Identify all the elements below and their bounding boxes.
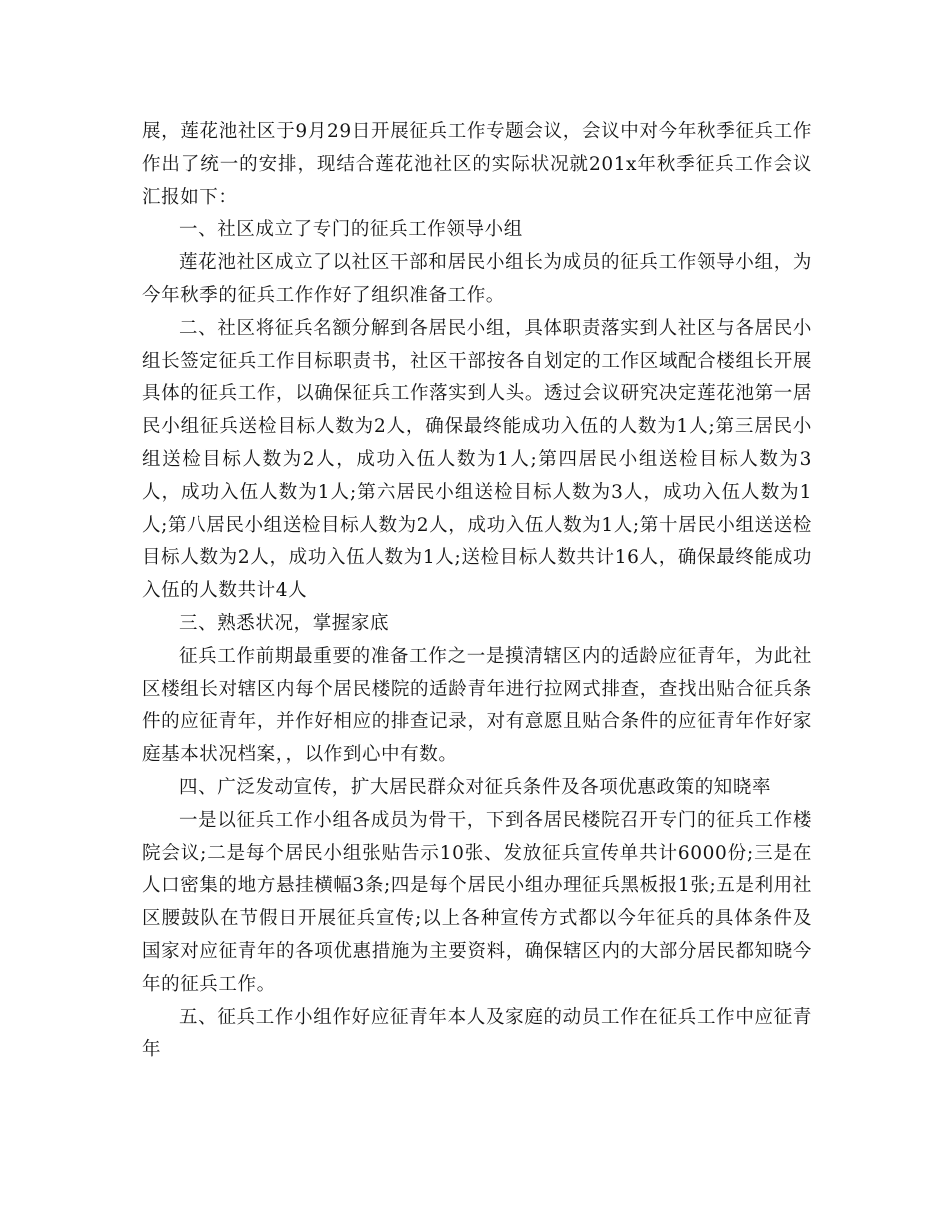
document-page bbox=[142, 116, 812, 1067]
heading-section-5: 五、征兵工作小组作好应征青年本人及家庭的动员工作在征兵工作中应征青年 bbox=[142, 1006, 812, 1061]
paragraph-section-4: 一是以征兵工作小组各成员为骨干，下到各居民楼院召开专门的征兵工作楼院会议;二是每个居民小组张贴告示10张、发放征兵宣传单共计6000份;三是在人口密集的地方悬挂横幅3条;四是每个居民小组办理征兵黑板报1张;五是利用社区腰鼓队在节假日开展征兵宣传;以上各种宣传方式都以今年征兵的具体条件及国家对应征青年的各项优惠措施为主要资料，确保辖区内的大部分居民都知晓今年的征兵工作。 bbox=[142, 809, 812, 995]
paragraph-intro: 展，莲花池社区于9月29日开展征兵工作专题会议，会议中对今年秋季征兵工作作出了统一的安排，现结合莲花池社区的实际状况就201x年秋季征兵工作会议汇报如下： bbox=[142, 121, 812, 208]
paragraph-section-1: 莲花池社区成立了以社区干部和居民小组长为成员的征兵工作领导小组，为今年秋季的征兵工作作好了组织准备工作。 bbox=[142, 252, 812, 306]
paragraph-section-3: 征兵工作前期最重要的准备工作之一是摸清辖区内的适龄应征青年，为此社区楼组长对辖区内每个居民楼院的适龄青年进行拉网式排查，查找出贴合征兵条件的应征青年，并作好相应的排查记录，对有意愿且贴合条件的应征青年作好家庭基本状况档案，，以作到心中有数。 bbox=[142, 645, 812, 766]
heading-section-1: 一、社区成立了专门的征兵工作领导小组 bbox=[179, 219, 523, 241]
paragraph-section-2: 二、社区将征兵名额分解到各居民小组，具体职责落实到人社区与各居民小组长签定征兵工作目标职责书，社区干部按各自划定的工作区域配合楼组长开展具体的征兵工作，以确保征兵工作落实到人头。透过会议研究决定莲花池第一居民小组征兵送检目标人数为2人，确保最终能成功入伍的人数为1人;第三居民小组送检目标人数为2人，成功入伍人数为1人;第四居民小组送检目标人数为3人，成功入伍人数为1人;第六居民小组送检目标人数为3人，成功入伍人数为1人;第八居民小组送检目标人数为2人，成功入伍人数为1人;第十居民小组送送检目标人数为2人，成功入伍人数为1人;送检目标人数共计16人，确保最终能成功入伍的人数共计4人 bbox=[142, 317, 812, 602]
heading-section-3: 三、熟悉状况，掌握家底 bbox=[179, 612, 390, 634]
heading-section-4: 四、广泛发动宣传，扩大居民群众对征兵条件及各项优惠政策的知晓率 bbox=[179, 776, 772, 798]
